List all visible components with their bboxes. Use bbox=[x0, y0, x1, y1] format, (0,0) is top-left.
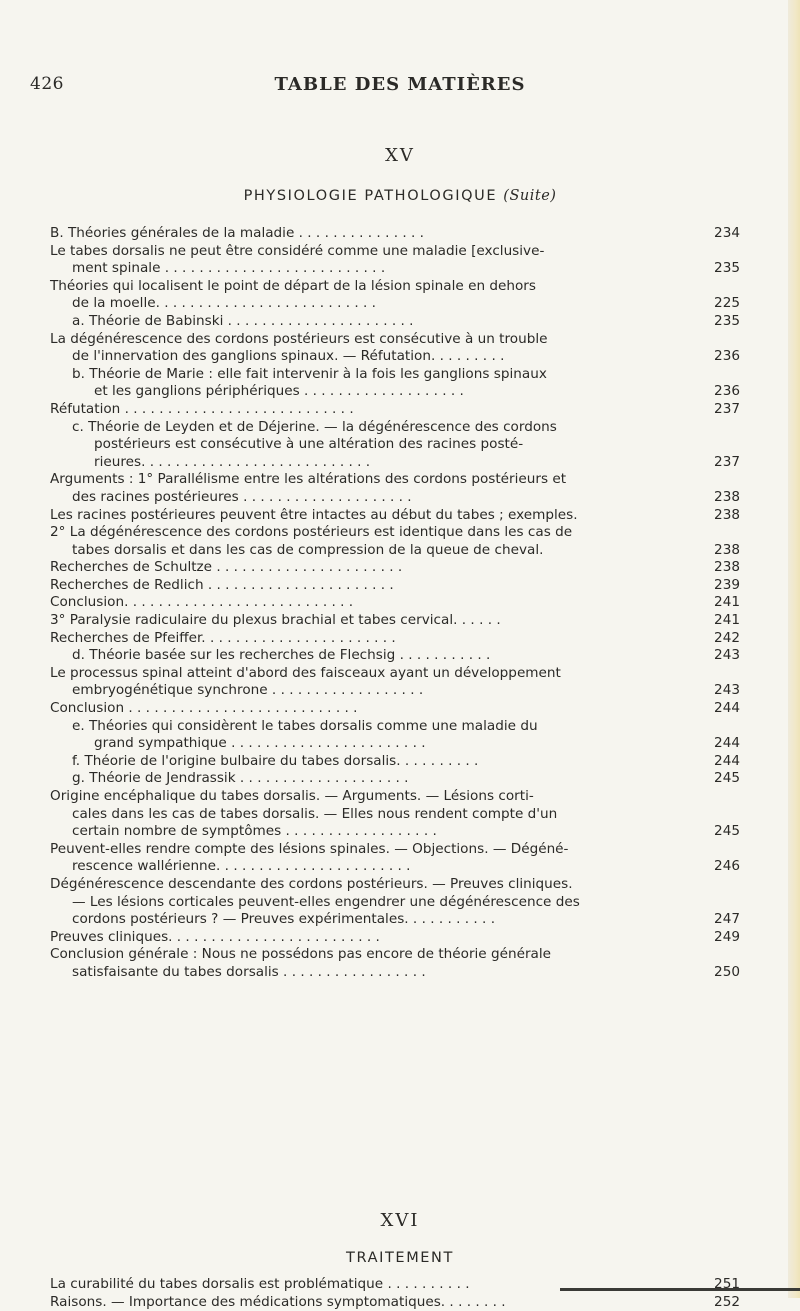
toc-entry-line: B. Théories générales de la maladie . . . . . . . . . . . . . . . bbox=[50, 225, 424, 241]
toc-entry-line: f. Théorie de l'origine bulbaire du tabes dorsalis. . . . . . . . . . bbox=[72, 752, 479, 769]
toc-entry-page: 237 bbox=[714, 453, 740, 470]
toc-entry bbox=[50, 876, 740, 929]
toc-entry bbox=[50, 1276, 740, 1294]
toc-entry-line: d. Théorie basée sur les recherches de Flechsig . . . . . . . . . . . bbox=[72, 647, 491, 664]
section-title-xv bbox=[0, 188, 800, 204]
toc-entry-line: Arguments : 1° Parallélisme entre les altérations des cordons postérieurs et bbox=[50, 471, 567, 488]
toc-entry-page: 235 bbox=[714, 260, 740, 277]
toc-entry bbox=[50, 559, 740, 577]
toc-entry-page: 250 bbox=[714, 963, 740, 980]
toc-entry bbox=[50, 612, 740, 630]
toc-entry-page: 246 bbox=[714, 858, 740, 875]
toc-entry-line: Les racines postérieures peuvent être intactes au début du tabes ; exemples. bbox=[50, 506, 578, 523]
toc-entry-page: 249 bbox=[714, 928, 740, 945]
toc-entry bbox=[50, 313, 740, 331]
toc-entry-line: g. Théorie de Jendrassik . . . . . . . . . . . . . . . . . . . . bbox=[72, 770, 409, 787]
toc-entry-line: et les ganglions périphériques . . . . . . . . . . . . . . . . . . . bbox=[94, 383, 464, 400]
toc-entry-page: 225 bbox=[714, 295, 740, 312]
toc-entry-line: Preuves cliniques. . . . . . . . . . . . . . . . . . . . . . . . . bbox=[50, 928, 380, 945]
toc-entry-line: Conclusion générale : Nous ne possédons pas encore de théorie générale bbox=[50, 946, 552, 963]
section-title-suffix: (Suite) bbox=[503, 188, 557, 204]
toc-entry bbox=[50, 665, 740, 700]
toc-entry-line: Origine encéphalique du tabes dorsalis. — Arguments. — Lésions corti- bbox=[50, 788, 534, 804]
toc-entry bbox=[50, 700, 740, 718]
toc-entry-line: satisfaisante du tabes dorsalis . . . . . . . . . . . . . . . . . bbox=[72, 963, 426, 980]
toc-entry-line: 3° Paralysie radiculaire du plexus brachial et tabes cervical. . . . . . bbox=[50, 612, 501, 629]
toc-entry-line: certain nombre de symptômes . . . . . . . . . . . . . . . . . . bbox=[72, 823, 437, 840]
toc-entry-page: 252 bbox=[714, 1293, 740, 1310]
section-number-xvi: XVI bbox=[380, 1210, 420, 1231]
toc-entry-page: 238 bbox=[714, 488, 740, 505]
toc-entry-line: Le processus spinal atteint d'abord des faisceaux ayant un développement bbox=[50, 664, 561, 681]
toc-entry bbox=[50, 630, 740, 648]
section-title-text: PHYSIOLOGIE PATHOLOGIQUE bbox=[243, 188, 498, 204]
toc-entry bbox=[50, 788, 740, 841]
toc-entry-line: rieures. . . . . . . . . . . . . . . . . . . . . . . . . . . bbox=[94, 453, 371, 470]
toc-entry bbox=[50, 753, 740, 771]
toc-entry bbox=[50, 225, 740, 243]
toc-entry-line: Conclusion. . . . . . . . . . . . . . . . . . . . . . . . . . . bbox=[50, 594, 354, 611]
toc-entry-line: Théories qui localisent le point de départ de la lésion spinale en dehors bbox=[50, 277, 536, 294]
toc-entry-page: 245 bbox=[714, 770, 740, 787]
toc-entry-page: 243 bbox=[714, 647, 740, 664]
toc-entry-line: rescence wallérienne. . . . . . . . . . . . . . . . . . . . . . . bbox=[72, 858, 411, 875]
toc-entry-line: cales dans les cas de tabes dorsalis. — Elles nous rendent compte d'un bbox=[72, 805, 558, 822]
toc-entry-page: 236 bbox=[714, 348, 740, 365]
toc-entry bbox=[50, 419, 740, 472]
toc-entry-line: des racines postérieures . . . . . . . . . . . . . . . . . . . . bbox=[72, 488, 412, 505]
toc-entry bbox=[50, 1294, 740, 1311]
toc-entry-page: 245 bbox=[714, 823, 740, 840]
toc-entry bbox=[50, 524, 740, 559]
toc-entry-line: embryogénétique synchrone . . . . . . . . . . . . . . . . . . bbox=[72, 682, 424, 699]
toc-entry-page: 234 bbox=[714, 225, 740, 241]
toc-entry bbox=[50, 471, 740, 506]
toc-entry-line: Recherches de Schultze . . . . . . . . . . . . . . . . . . . . . . bbox=[50, 559, 403, 576]
toc-entry-page: 247 bbox=[714, 911, 740, 928]
toc-entry bbox=[50, 718, 740, 753]
toc-entry bbox=[50, 929, 740, 947]
page-number: 426 bbox=[30, 74, 64, 94]
toc-entry bbox=[50, 366, 740, 401]
toc-entry-page: 244 bbox=[714, 735, 740, 752]
toc-entry-page: 239 bbox=[714, 576, 740, 593]
toc-entry-page: 243 bbox=[714, 682, 740, 699]
toc-section-xv bbox=[50, 225, 740, 982]
toc-entry-line: cordons postérieurs ? — Preuves expérimentales. . . . . . . . . . . bbox=[72, 911, 496, 928]
toc-entry bbox=[50, 946, 740, 981]
toc-entry-page: 244 bbox=[714, 700, 740, 717]
toc-entry bbox=[50, 770, 740, 788]
toc-entry-line: Peuvent-elles rendre compte des lésions spinales. — Objections. — Dégéné- bbox=[50, 840, 569, 857]
section-number-xv: XV bbox=[385, 145, 415, 166]
toc-entry-line: — Les lésions corticales peuvent-elles engendrer une dégénérescence des bbox=[72, 893, 580, 910]
toc-entry-line: de la moelle. . . . . . . . . . . . . . . . . . . . . . . . . . bbox=[72, 295, 376, 312]
toc-entry-line: Recherches de Pfeiffer. . . . . . . . . . . . . . . . . . . . . . . bbox=[50, 629, 396, 646]
toc-entry-line: b. Théorie de Marie : elle fait intervenir à la fois les ganglions spinaux bbox=[72, 365, 547, 382]
toc-entry-line: Raisons. — Importance des médications symptomatiques. . . . . . . . bbox=[50, 1293, 506, 1310]
toc-entry-page: 242 bbox=[714, 629, 740, 646]
toc-entry-line: de l'innervation des ganglions spinaux. — Réfutation. . . . . . . . . bbox=[72, 348, 505, 365]
toc-entry-line: postérieurs est consécutive à une altération des racines posté- bbox=[94, 436, 524, 453]
toc-entry-line: a. Théorie de Babinski . . . . . . . . . . . . . . . . . . . . . . bbox=[72, 312, 414, 329]
page-header bbox=[0, 74, 800, 104]
toc-entry-page: 241 bbox=[714, 594, 740, 611]
toc-entry-page: 235 bbox=[714, 312, 740, 329]
toc-entry-line: c. Théorie de Leyden et de Déjerine. — la dégénérescence des cordons bbox=[72, 418, 557, 435]
toc-entry-line: Réfutation . . . . . . . . . . . . . . . . . . . . . . . . . . . bbox=[50, 400, 354, 417]
toc-entry bbox=[50, 278, 740, 313]
toc-entry-line: grand sympathique . . . . . . . . . . . . . . . . . . . . . . . bbox=[94, 735, 426, 752]
toc-entry-line: e. Théories qui considèrent le tabes dorsalis comme une maladie du bbox=[72, 717, 538, 734]
section-title-xvi: TRAITEMENT bbox=[346, 1250, 454, 1266]
toc-entry-line: Conclusion . . . . . . . . . . . . . . . . . . . . . . . . . . . bbox=[50, 700, 358, 717]
toc-entry-line: La dégénérescence des cordons postérieurs est consécutive à un trouble bbox=[50, 330, 548, 347]
toc-entry-page: 244 bbox=[714, 752, 740, 769]
toc-entry bbox=[50, 841, 740, 876]
toc-entry bbox=[50, 577, 740, 595]
toc-entry-line: La curabilité du tabes dorsalis est problématique . . . . . . . . . . bbox=[50, 1276, 470, 1292]
toc-entry-page: 241 bbox=[714, 612, 740, 629]
toc-entry-line: 2° La dégénérescence des cordons postérieurs est identique dans les cas de bbox=[50, 524, 573, 541]
toc-entry bbox=[50, 594, 740, 612]
toc-entry-line: tabes dorsalis et dans les cas de compression de la queue de cheval. bbox=[72, 541, 544, 558]
toc-entry-page: 236 bbox=[714, 383, 740, 400]
toc-section-xvi bbox=[50, 1276, 740, 1311]
toc-entry bbox=[50, 331, 740, 366]
toc-entry-page: 237 bbox=[714, 400, 740, 417]
toc-entry-page: 251 bbox=[714, 1276, 740, 1292]
toc-entry-line: Le tabes dorsalis ne peut être considéré comme une maladie [exclusive- bbox=[50, 242, 545, 259]
toc-entry bbox=[50, 401, 740, 419]
running-title: TABLE DES MATIÈRES bbox=[274, 74, 526, 95]
toc-entry-line: Dégénérescence descendante des cordons postérieurs. — Preuves cliniques. bbox=[50, 875, 573, 892]
toc-entry bbox=[50, 507, 740, 525]
toc-entry-page: 238 bbox=[714, 541, 740, 558]
toc-entry bbox=[50, 647, 740, 665]
toc-entry bbox=[50, 243, 740, 278]
toc-entry-line: Recherches de Redlich . . . . . . . . . . . . . . . . . . . . . . bbox=[50, 576, 394, 593]
toc-entry-line: ment spinale . . . . . . . . . . . . . . . . . . . . . . . . . . bbox=[72, 260, 386, 277]
toc-entry-page: 238 bbox=[714, 559, 740, 576]
toc-entry-page: 238 bbox=[714, 506, 740, 523]
